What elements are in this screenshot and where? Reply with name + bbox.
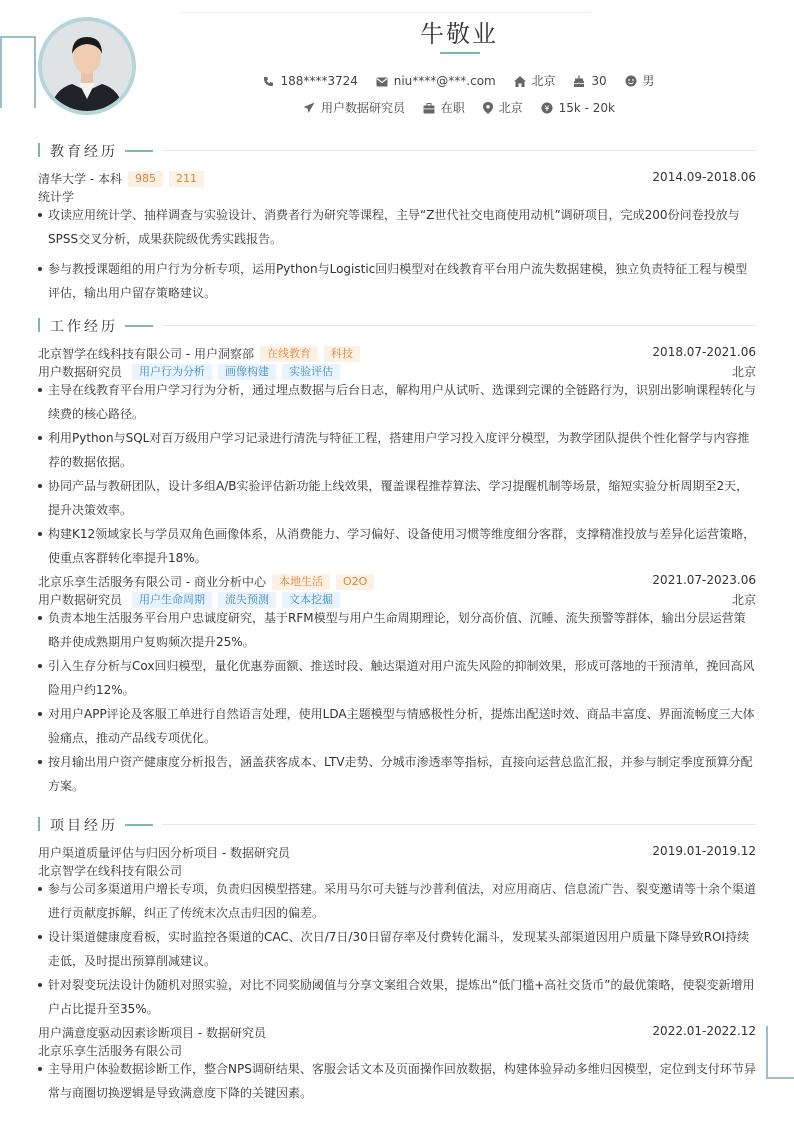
major: 统计学 — [38, 190, 75, 204]
list-item: 参与公司多渠道用户增长专项，负责归因模型搭建。采用马尔可夫链与沙普利值法，对应用商店、信息流广告、裂变邀请等十余个渠道进行贡献度拆解，纠正了传统末次点击归因的偏差。 — [38, 877, 756, 925]
projects-section-header — [38, 816, 756, 832]
corner-decoration-bottom-right — [766, 1026, 794, 1079]
job-city: 北京 — [731, 593, 756, 607]
job-date: 2021.07-2023.06 — [652, 573, 756, 587]
industry-tag: 科技 — [324, 346, 360, 362]
skill-tag: 流失预测 — [218, 592, 276, 608]
list-item: 主导在线教育平台用户学习行为分析，通过埋点数据与后台日志，解构用户从试听、选课到完课的全链路行为，识别出影响课程转化与续费的核心路径。 — [38, 378, 756, 426]
list-item: 针对裂变玩法设计伪随机对照实验，对比不同奖励阈值与分享文案组合效果，提炼出“低门槛+高社交货币”的最优策略，使裂变新增用户占比提升至35%。 — [38, 973, 756, 1021]
education-section-header — [38, 142, 756, 158]
project-header-row — [38, 1024, 756, 1042]
section-rule — [163, 325, 756, 326]
gender-info: 男 — [625, 72, 655, 89]
name-underline — [440, 52, 480, 54]
contact-info-row — [0, 72, 794, 89]
section-dash — [125, 325, 153, 327]
list-item: 协同产品与教研团队，设计多组A/B实验评估新功能上线效果，覆盖课程推荐算法、学习提醒机制等场景，缩短实验分析周期至2天，提升决策效率。 — [38, 474, 756, 522]
skill-tag: 画像构建 — [218, 364, 276, 380]
skill-tag: 实验评估 — [282, 364, 340, 380]
section-title: 项目经历 — [50, 818, 118, 834]
project-header-row — [38, 844, 756, 862]
phone-icon — [263, 76, 274, 87]
industry-tag: O2O — [336, 574, 374, 590]
school-tag: 985 — [128, 171, 163, 187]
job-role: 用户数据研究员 — [38, 365, 123, 379]
job-header-row — [38, 573, 756, 591]
list-item: 对用户APP评论及客服工单进行自然语言处理，使用LDA主题模型与情感极性分析，提炼出配送时效、商品丰富度、界面流畅度三大体验痛点，推动产品线专项优化。 — [38, 702, 756, 750]
position-info: 用户数据研究员 — [303, 99, 405, 116]
section-dash — [125, 150, 153, 152]
skill-tag: 用户生命周期 — [132, 592, 212, 608]
job-intention-row — [0, 99, 794, 116]
company-name: 北京智学在线科技有限公司 - 用户洞察部 — [38, 347, 254, 361]
home-info: 北京 — [514, 72, 556, 89]
status-info: 在职 — [423, 99, 465, 116]
briefcase-icon — [423, 103, 435, 114]
section-rule — [163, 824, 756, 825]
gender-icon — [625, 75, 637, 87]
list-item: 负责本地生活服务平台用户忠诚度研究，基于RFM模型与用户生命周期理论，划分高价值、沉睡、流失预警等群体，输出分层运营策略并使成熟期用户复购频次提升25%。 — [38, 606, 756, 654]
send-icon — [303, 102, 315, 114]
job-city: 北京 — [731, 365, 756, 379]
skill-tag: 用户行为分析 — [132, 364, 212, 380]
location-info: 北京 — [483, 99, 523, 116]
list-item: 引入生存分析与Cox回归模型，量化优惠券面额、推送时段、触达渠道对用户流失风险的抑制效果，形成可落地的干预清单，挽回高风险用户约12%。 — [38, 654, 756, 702]
list-item: 构建K12领域家长与学员双角色画像体系，从消费能力、学习偏好、设备使用习惯等维度细分客群，支撑精准投放与差异化运营策略，使重点客群转化率提升18%。 — [38, 522, 756, 570]
education-date: 2014.09-2018.06 — [652, 170, 756, 184]
project-org: 北京智学在线科技有限公司 — [38, 864, 183, 878]
project-bullets — [38, 1057, 756, 1105]
age-info: 30 — [573, 74, 606, 88]
phone-info: 188****3724 — [263, 74, 357, 88]
mail-icon — [376, 77, 388, 87]
industry-tag: 在线教育 — [260, 346, 318, 362]
project-date: 2019.01-2019.12 — [652, 844, 756, 858]
skill-tag: 文本挖掘 — [282, 592, 340, 608]
section-bar — [38, 817, 40, 831]
school-name: 清华大学 - 本科 — [38, 172, 122, 186]
section-bar — [38, 318, 40, 332]
section-dash — [125, 824, 153, 826]
job-bullets — [38, 378, 756, 570]
section-title: 教育经历 — [50, 144, 118, 160]
industry-tag: 本地生活 — [272, 574, 330, 590]
salary-info: 15k - 20k — [541, 101, 615, 115]
home-icon — [514, 76, 526, 87]
cake-icon — [573, 75, 585, 87]
email-info: niu****@***.com — [376, 74, 496, 88]
section-title: 工作经历 — [50, 319, 118, 335]
job-role: 用户数据研究员 — [38, 593, 123, 607]
project-date: 2022.01-2022.12 — [652, 1024, 756, 1038]
job-header-row — [38, 345, 756, 363]
salary-icon — [541, 102, 553, 114]
job-date: 2018.07-2021.06 — [652, 345, 756, 359]
candidate-name: 牛敬业 — [420, 20, 498, 48]
company-name: 北京乐享生活服务有限公司 - 商业分析中心 — [38, 575, 266, 589]
work-section-header — [38, 317, 756, 333]
list-item: 设计渠道健康度看板，实时监控各渠道的CAC、次日/7日/30日留存率及付费转化漏斗，发现某头部渠道因用户质量下降导致ROI持续走低，及时提出预算削减建议。 — [38, 925, 756, 973]
location-icon — [483, 102, 493, 114]
school-tag: 211 — [169, 171, 204, 187]
list-item: 参与教授课题组的用户行为分析专项，运用Python与Logistic回归模型对在线教育平台用户流失数据建模，独立负责特征工程与模型评估，输出用户留存策略建议。 — [38, 257, 756, 305]
list-item: 利用Python与SQL对百万级用户学习记录进行清洗与特征工程，搭建用户学习投入度评分模型，为教学团队提供个性化督学与内容推荐的数据依据。 — [38, 426, 756, 474]
project-org: 北京乐享生活服务有限公司 — [38, 1044, 183, 1058]
list-item: 主导用户体验数据诊断工作，整合NPS调研结果、客服会话文本及页面操作回放数据，构建体验异动多维归因模型，定位到支付环节异常与商圈切换逻辑是导致满意度下降的关键因素。 — [38, 1057, 756, 1105]
list-item: 按月输出用户资产健康度分析报告，涵盖获客成本、LTV走势、分城市渗透率等指标，直接向运营总监汇报，并参与制定季度预算分配方案。 — [38, 750, 756, 798]
list-item: 攻读应用统计学、抽样调查与实验设计、消费者行为研究等课程，主导“Z世代社交电商使用动机”调研项目，完成200份问卷投放与SPSS交叉分析，成果获院级优秀实践报告。 — [38, 203, 756, 251]
job-bullets — [38, 606, 756, 798]
top-divider — [180, 12, 590, 13]
project-name: 用户渠道质量评估与归因分析项目 - 数据研究员 — [38, 846, 290, 860]
education-header-row — [38, 170, 756, 188]
project-bullets — [38, 877, 756, 1021]
project-name: 用户满意度驱动因素诊断项目 - 数据研究员 — [38, 1026, 266, 1040]
section-bar — [38, 143, 40, 157]
education-bullets — [38, 203, 756, 305]
section-rule — [163, 150, 756, 151]
